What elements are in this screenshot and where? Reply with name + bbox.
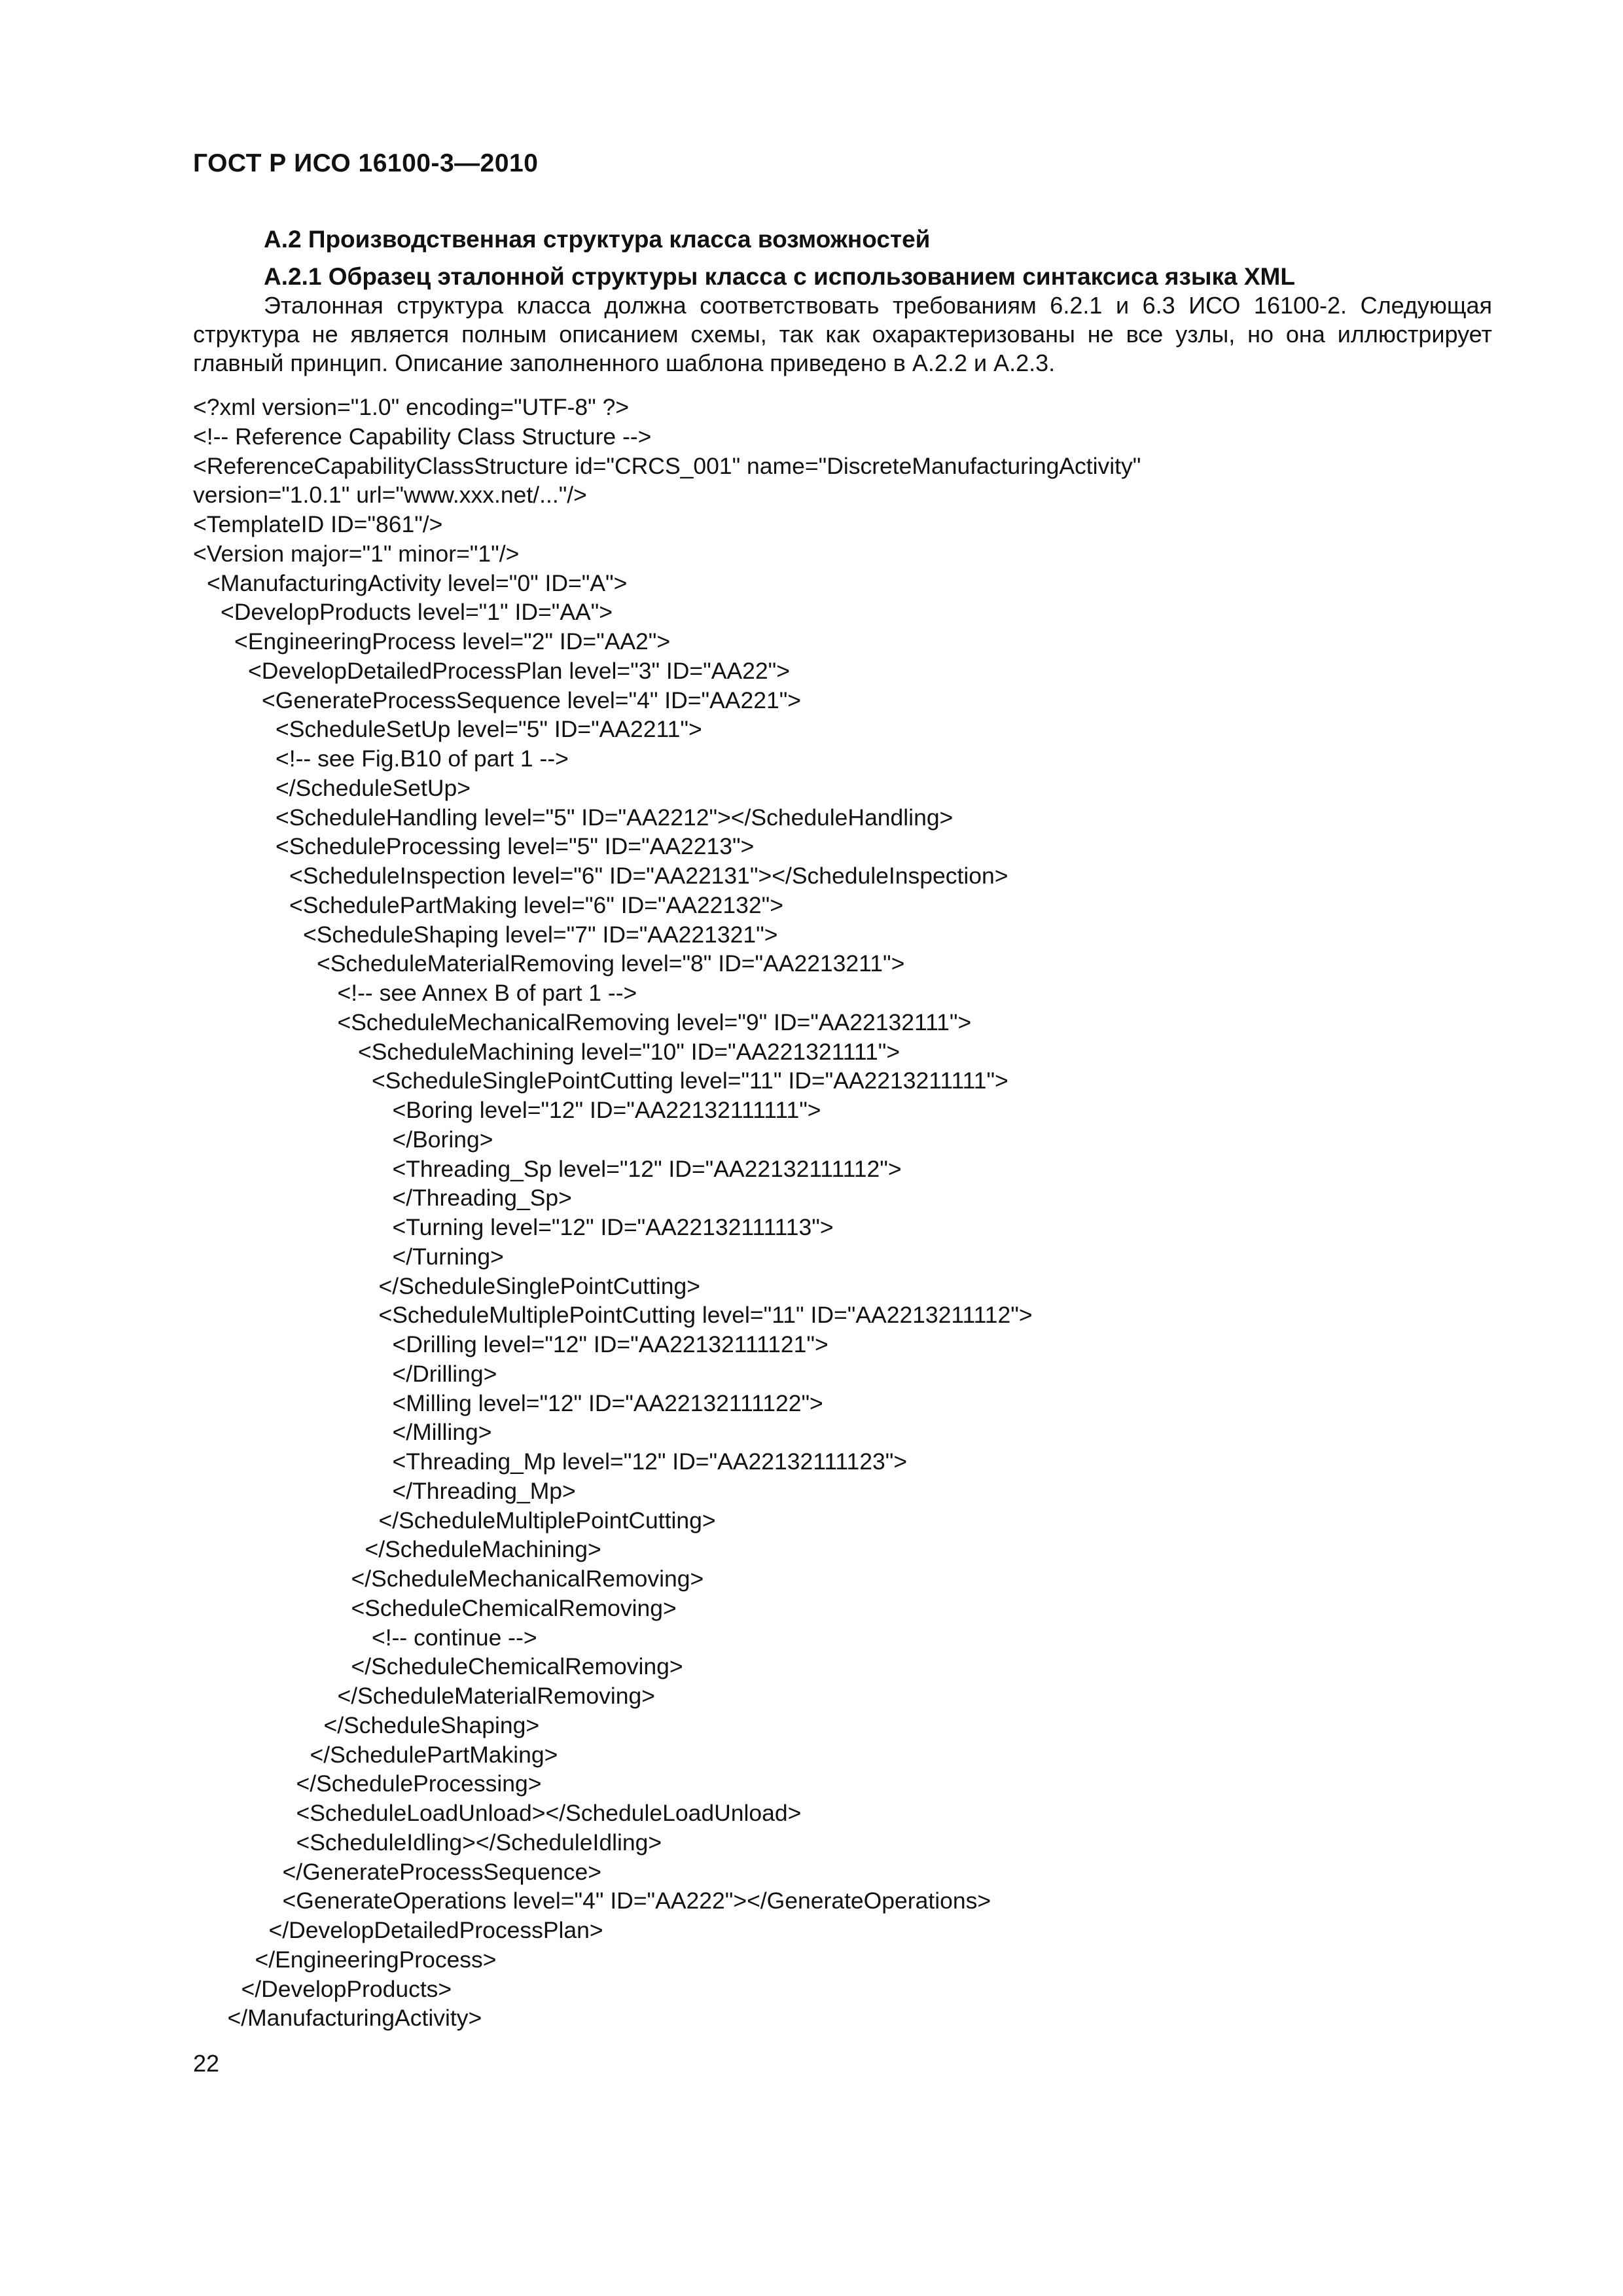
- code-line: <ScheduleProcessing level="5" ID="AA2213">: [276, 833, 755, 860]
- code-line: </ScheduleChemicalRemoving>: [351, 1653, 683, 1680]
- code-line: <ScheduleMechanicalRemoving level="9" ID="AA22132111">: [337, 1009, 972, 1035]
- code-line: <Boring level="12" ID="AA22132111111">: [392, 1097, 821, 1123]
- code-line: <ScheduleMultiplePointCutting level="11" ID="AA2213211112">: [378, 1302, 1033, 1329]
- code-line: </DevelopProducts>: [241, 1975, 452, 2002]
- code-line: </Threading_Sp>: [392, 1185, 572, 1211]
- document-header: ГОСТ Р ИСО 16100-3—2010: [193, 149, 539, 177]
- code-line: <ScheduleMachining level="10" ID="AA221321111">: [358, 1038, 901, 1065]
- code-line: <ScheduleSinglePointCutting level="11" ID="AA2213211111">: [372, 1067, 1008, 1094]
- code-line: <ReferenceCapabilityClassStructure id="CRCS_001" name="DiscreteManufacturingActivity": [193, 452, 1141, 479]
- code-line: <?xml version="1.0" encoding="UTF-8" ?>: [193, 394, 630, 420]
- code-line: </ScheduleMaterialRemoving>: [337, 1683, 655, 1709]
- code-line: <ScheduleShaping level="7" ID="AA221321">: [303, 921, 778, 948]
- code-line: </GenerateProcessSequence>: [282, 1858, 601, 1885]
- code-line: <ScheduleInspection level="6" ID="AA22131"></ScheduleInspection>: [289, 863, 1008, 889]
- code-line: <DevelopDetailedProcessPlan level="3" ID="AA22">: [248, 657, 790, 684]
- code-line: </EngineeringProcess>: [255, 1946, 497, 1973]
- code-line: <Turning level="12" ID="AA22132111113">: [392, 1214, 834, 1240]
- code-line: </ScheduleMultiplePointCutting>: [378, 1507, 716, 1534]
- code-line: </ScheduleSetUp>: [276, 774, 471, 801]
- code-line: </Boring>: [392, 1126, 493, 1153]
- code-line: <TemplateID ID="861"/>: [193, 511, 443, 537]
- code-line: </Turning>: [392, 1243, 504, 1270]
- code-line: <SchedulePartMaking level="6" ID="AA22132">: [289, 891, 783, 918]
- code-line: <ScheduleHandling level="5" ID="AA2212"></ScheduleHandling>: [276, 804, 954, 831]
- code-line: <ScheduleSetUp level="5" ID="AA2211">: [276, 716, 702, 743]
- code-line: <Threading_Mp level="12" ID="AA22132111123">: [392, 1448, 908, 1475]
- code-line: <ManufacturingActivity level="0" ID="A">: [207, 569, 628, 596]
- code-line: <!-- continue -->: [372, 1624, 537, 1651]
- code-line: </ScheduleMachining>: [365, 1536, 601, 1563]
- code-line: <!-- see Fig.B10 of part 1 -->: [276, 745, 569, 772]
- page-number: 22: [193, 2050, 220, 2077]
- subsection-heading: А.2.1 Образец эталонной структуры класса с использованием синтаксиса языка XML: [264, 263, 1295, 290]
- code-line: <ScheduleLoadUnload></ScheduleLoadUnload>: [296, 1800, 802, 1826]
- code-line: <GenerateProcessSequence level="4" ID="AA221">: [262, 687, 802, 713]
- code-line: <ScheduleMaterialRemoving level="8" ID="AA2213211">: [317, 950, 905, 977]
- xml-code-listing: [193, 393, 1141, 2033]
- code-line: <Threading_Sp level="12" ID="AA22132111112">: [392, 1155, 902, 1182]
- section-heading: А.2 Производственная структура класса возможностей: [264, 226, 931, 253]
- code-line: <ScheduleIdling></ScheduleIdling>: [296, 1829, 662, 1856]
- code-line: </Drilling>: [392, 1360, 497, 1387]
- intro-paragraph: Эталонная структура класса должна соответствовать требованиям 6.2.1 и 6.3 ИСО 16100-2. Следующая структура не является полным описанием схемы, так как охарактеризованы не все узлы, но она иллюстрирует главный принцип. Описание заполненного шаблона приведено в А.2.2 и А.2.3.: [193, 292, 1492, 376]
- code-line: <Version major="1" minor="1"/>: [193, 540, 520, 567]
- code-line: </ScheduleShaping>: [323, 1712, 540, 1738]
- code-line: </DevelopDetailedProcessPlan>: [268, 1917, 603, 1943]
- code-line: </ScheduleProcessing>: [296, 1770, 542, 1797]
- code-line: <DevelopProducts level="1" ID="AA">: [221, 599, 613, 626]
- code-line: </ManufacturingActivity>: [227, 2005, 482, 2032]
- code-line: <Milling level="12" ID="AA22132111122">: [392, 1390, 823, 1416]
- code-line: </Milling>: [392, 1419, 492, 1446]
- code-line: </ScheduleSinglePointCutting>: [378, 1272, 700, 1299]
- code-line: <GenerateOperations level="4" ID="AA222"></GenerateOperations>: [282, 1888, 991, 1914]
- code-line: </Threading_Mp>: [392, 1477, 576, 1504]
- code-line: <ScheduleChemicalRemoving>: [351, 1594, 677, 1621]
- code-line: version="1.0.1" url="www.xxx.net/..."/>: [193, 482, 587, 509]
- code-line: </SchedulePartMaking>: [310, 1741, 558, 1768]
- code-line: <EngineeringProcess level="2" ID="AA2">: [234, 628, 671, 655]
- code-line: <!-- see Annex B of part 1 -->: [337, 980, 637, 1006]
- code-line: </ScheduleMechanicalRemoving>: [351, 1566, 704, 1592]
- code-line: <Drilling level="12" ID="AA22132111121">: [392, 1331, 829, 1357]
- code-line: <!-- Reference Capability Class Structure -->: [193, 423, 652, 450]
